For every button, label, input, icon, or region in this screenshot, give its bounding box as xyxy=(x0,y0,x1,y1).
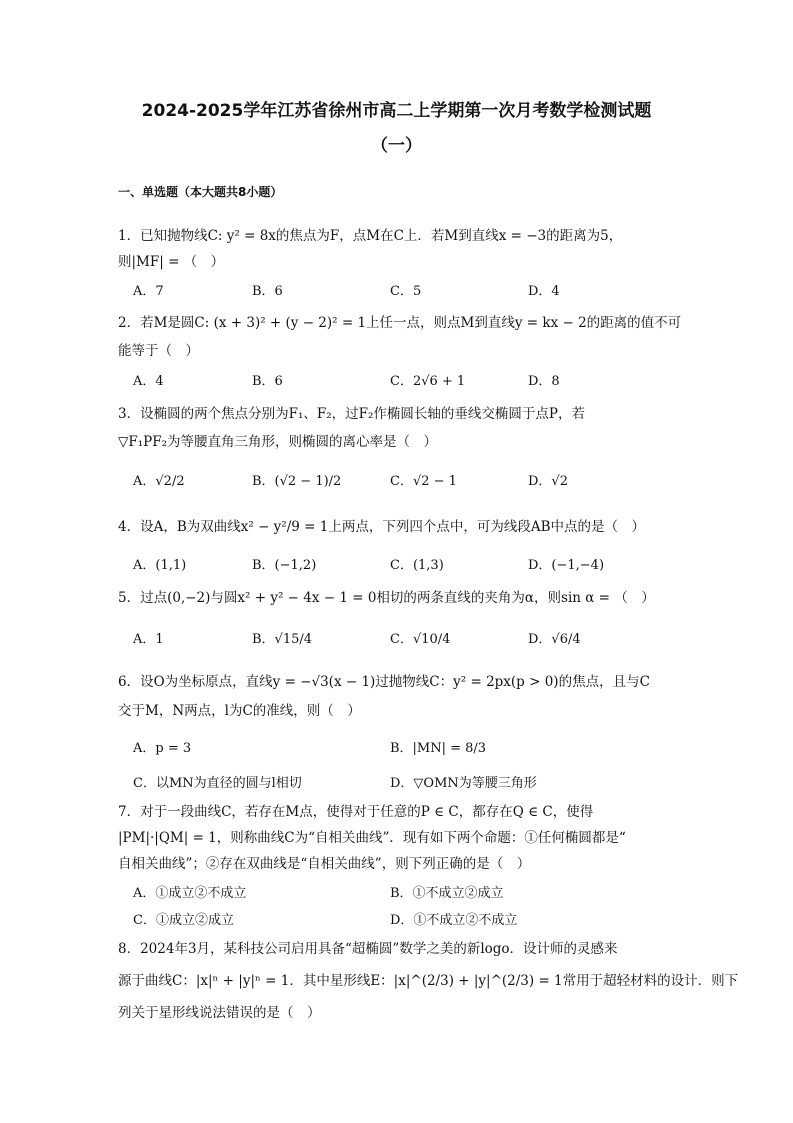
q3-line1: 3．设椭圆的两个焦点分别为F₁、F₂，过F₂作椭圆长轴的垂线交椭圆于点P，若 xyxy=(118,406,586,422)
q6-option-d: D．▽OMN为等腰三角形 xyxy=(390,776,537,791)
q2-line1: 2．若M是圆C: (x + 3)² + (y − 2)² = 1上任一点，则点M到直线y = kx − 2的距离的值不可 xyxy=(118,315,682,331)
q5-option-c: C．√10/4 xyxy=(390,632,451,647)
q8-line1: 8．2024年3月，某科技公司启用具备“超椭圆”数学之美的新logo．设计师的灵感来 xyxy=(118,941,618,957)
q7-line2: |PM|·|QM| = 1，则称曲线C为“自相关曲线”．现有如下两个命题：①任何椭圆都是“ xyxy=(118,830,626,846)
q2-option-b: B．6 xyxy=(252,374,283,389)
q2-line2: 能等于（ ） xyxy=(118,343,199,359)
document-title: 2024-2025学年江苏省徐州市高二上学期第一次月考数学检测试题 xyxy=(141,101,652,121)
q3-option-c: C．√2 − 1 xyxy=(390,474,457,489)
q4-line1: 4．设A，B为双曲线x² − y²/9 = 1上两点，下列四个点中，可为线段AB中点的是（ ） xyxy=(118,519,646,535)
q6-line1: 6．设O为坐标原点，直线y = −√3(x − 1)过抛物线C：y² = 2px(p > 0)的焦点，且与C xyxy=(118,674,650,690)
q6-option-a: A．p = 3 xyxy=(133,741,192,756)
q7-option-a: A．①成立②不成立 xyxy=(133,886,247,901)
q4-option-b: B．(−1,2) xyxy=(252,558,317,573)
q1-option-c: C．5 xyxy=(390,284,422,299)
q4-option-d: D．(−1,−4) xyxy=(528,558,605,573)
q8-line2: 源于曲线C：|x|ⁿ + |y|ⁿ = 1．其中星形线E：|x|^(2/3) + |y|^(2/3) = 1常用于超轻材料的设计．则下 xyxy=(118,973,739,989)
q7-option-d: D．①不成立②不成立 xyxy=(390,913,518,928)
q1-option-a: A．7 xyxy=(133,284,164,299)
q1-line1: 1．已知抛物线C: y² = 8x的焦点为F，点M在C上．若M到直线x = −3的距离为5， xyxy=(118,228,623,244)
q5-line1: 5．过点(0,−2)与圆x² + y² − 4x − 1 = 0相切的两条直线的夹角为α，则sin α = （ ） xyxy=(118,590,655,606)
q3-option-d: D．√2 xyxy=(528,474,568,489)
q7-line1: 7．对于一段曲线C，若存在M点，使得对于任意的P ∈ C，都存在Q ∈ C，使得 xyxy=(118,804,594,820)
q6-option-c: C．以MN为直径的圆与l相切 xyxy=(133,776,302,791)
section-heading: 一、单选题（本大题共8小题） xyxy=(118,185,283,199)
q2-option-a: A．4 xyxy=(133,374,164,389)
q4-option-c: C．(1,3) xyxy=(390,558,444,573)
q7-option-b: B．①不成立②成立 xyxy=(390,886,504,901)
q3-option-a: A．√2/2 xyxy=(133,474,185,489)
q6-line2: 交于M，N两点，l为C的准线，则（ ） xyxy=(118,703,361,719)
q5-option-d: D．√6/4 xyxy=(528,632,581,647)
document-subtitle: （一） xyxy=(371,136,422,156)
q5-option-b: B．√15/4 xyxy=(252,632,313,647)
q5-option-a: A．1 xyxy=(133,632,164,647)
q2-option-c: C．2√6 + 1 xyxy=(390,374,466,389)
q1-line2: 则|MF| = （ ） xyxy=(118,254,225,270)
q8-line3: 列关于星形线说法错误的是（ ） xyxy=(118,1005,321,1021)
q7-line3: 自相关曲线”；②存在双曲线是“自相关曲线”，则下列正确的是（ ） xyxy=(118,856,531,872)
q7-option-c: C．①成立②成立 xyxy=(133,913,234,928)
q1-option-b: B．6 xyxy=(252,284,283,299)
q6-option-b: B．|MN| = 8/3 xyxy=(390,741,487,756)
q4-option-a: A．(1,1) xyxy=(133,558,187,573)
q3-option-b: B．(√2 − 1)/2 xyxy=(252,474,342,489)
q2-option-d: D．8 xyxy=(528,374,560,389)
q3-line2: ▽F₁PF₂为等腰直角三角形，则椭圆的离心率是（ ） xyxy=(118,434,438,450)
q1-option-d: D．4 xyxy=(528,284,560,299)
